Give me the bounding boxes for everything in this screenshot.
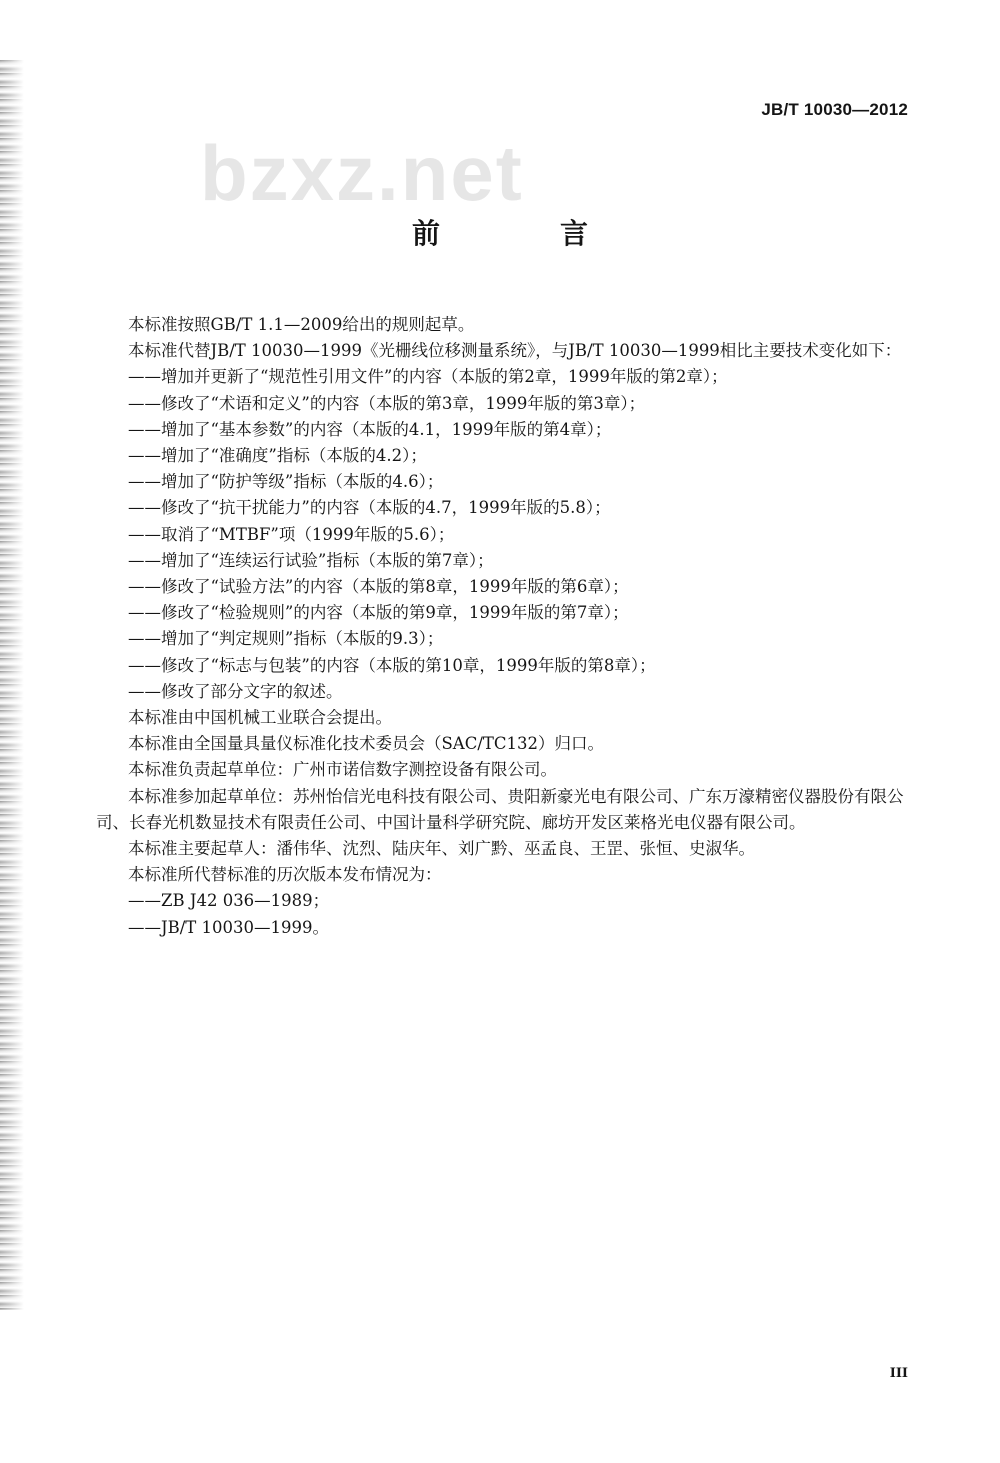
paragraph: 本标准主要起草人：潘伟华、沈烈、陆庆年、刘广黔、巫孟良、王罡、张恒、史淑华。 <box>128 839 755 859</box>
paragraph: 本标准参加起草单位：苏州怡信光电科技有限公司、贵阳新豪光电有限公司、广东万濠精密仪器股份有限公司、长春光机数显技术有限责任公司、中国计量科学研究院、廊坊开发区莱格光电仪器有限公司。 <box>96 786 904 832</box>
standard-number: JB/T 10030—2012 <box>761 100 908 119</box>
list-item: ——增加并更新了“规范性引用文件”的内容（本版的第2章，1999年版的第2章）； <box>128 367 728 387</box>
paragraph: 本标准按照GB/T 1.1—2009给出的规则起草。 <box>128 315 475 334</box>
paragraph: 本标准由中国机械工业联合会提出。 <box>128 708 392 728</box>
list-item: ——修改了部分文字的叙述。 <box>128 681 343 701</box>
list-item: ——增加了“防护等级”指标（本版的4.6）； <box>128 472 444 492</box>
paragraph: 本标准代替JB/T 10030—1999《光栅线位移测量系统》，与JB/T 10030—1999相比主要技术变化如下： <box>128 341 902 361</box>
list-item: ——修改了“术语和定义”的内容（本版的第3章，1999年版的第3章）； <box>128 393 646 413</box>
list-item: ——JB/T 10030—1999。 <box>128 917 330 937</box>
watermark: bzxz.net <box>200 129 524 217</box>
list-item: ——增加了“判定规则”指标（本版的9.3）； <box>128 629 444 649</box>
page-title: 前 言 <box>411 217 634 250</box>
page-number: III <box>889 1366 908 1381</box>
list-item: ——修改了“试验方法”的内容（本版的第8章，1999年版的第6章）； <box>128 577 629 597</box>
paragraph: 本标准所代替标准的历次版本发布情况为： <box>128 865 442 885</box>
list-item: ——修改了“标志与包装”的内容（本版的第10章，1999年版的第8章）； <box>128 655 656 675</box>
list-item: ——增加了“准确度”指标（本版的4.2）； <box>128 446 427 466</box>
paragraph: 本标准由全国量具量仪标准化技术委员会（SAC/TC132）归口。 <box>128 734 605 754</box>
list-item: ——修改了“检验规则”的内容（本版的第9章，1999年版的第7章）； <box>128 603 629 623</box>
foreword-body <box>96 312 916 941</box>
list-item: ——取消了“MTBF”项（1999年版的5.6）； <box>128 524 455 544</box>
list-item: ——ZB J42 036—1989； <box>128 891 330 911</box>
list-item: ——增加了“基本参数”的内容（本版的4.1，1999年版的第4章）； <box>128 419 612 439</box>
list-item: ——增加了“连续运行试验”指标（本版的第7章）； <box>128 550 494 570</box>
list-item: ——修改了“抗干扰能力”的内容（本版的4.7，1999年版的5.8）； <box>128 498 611 518</box>
paragraph: 本标准负责起草单位：广州市诺信数字测控设备有限公司。 <box>128 760 557 780</box>
